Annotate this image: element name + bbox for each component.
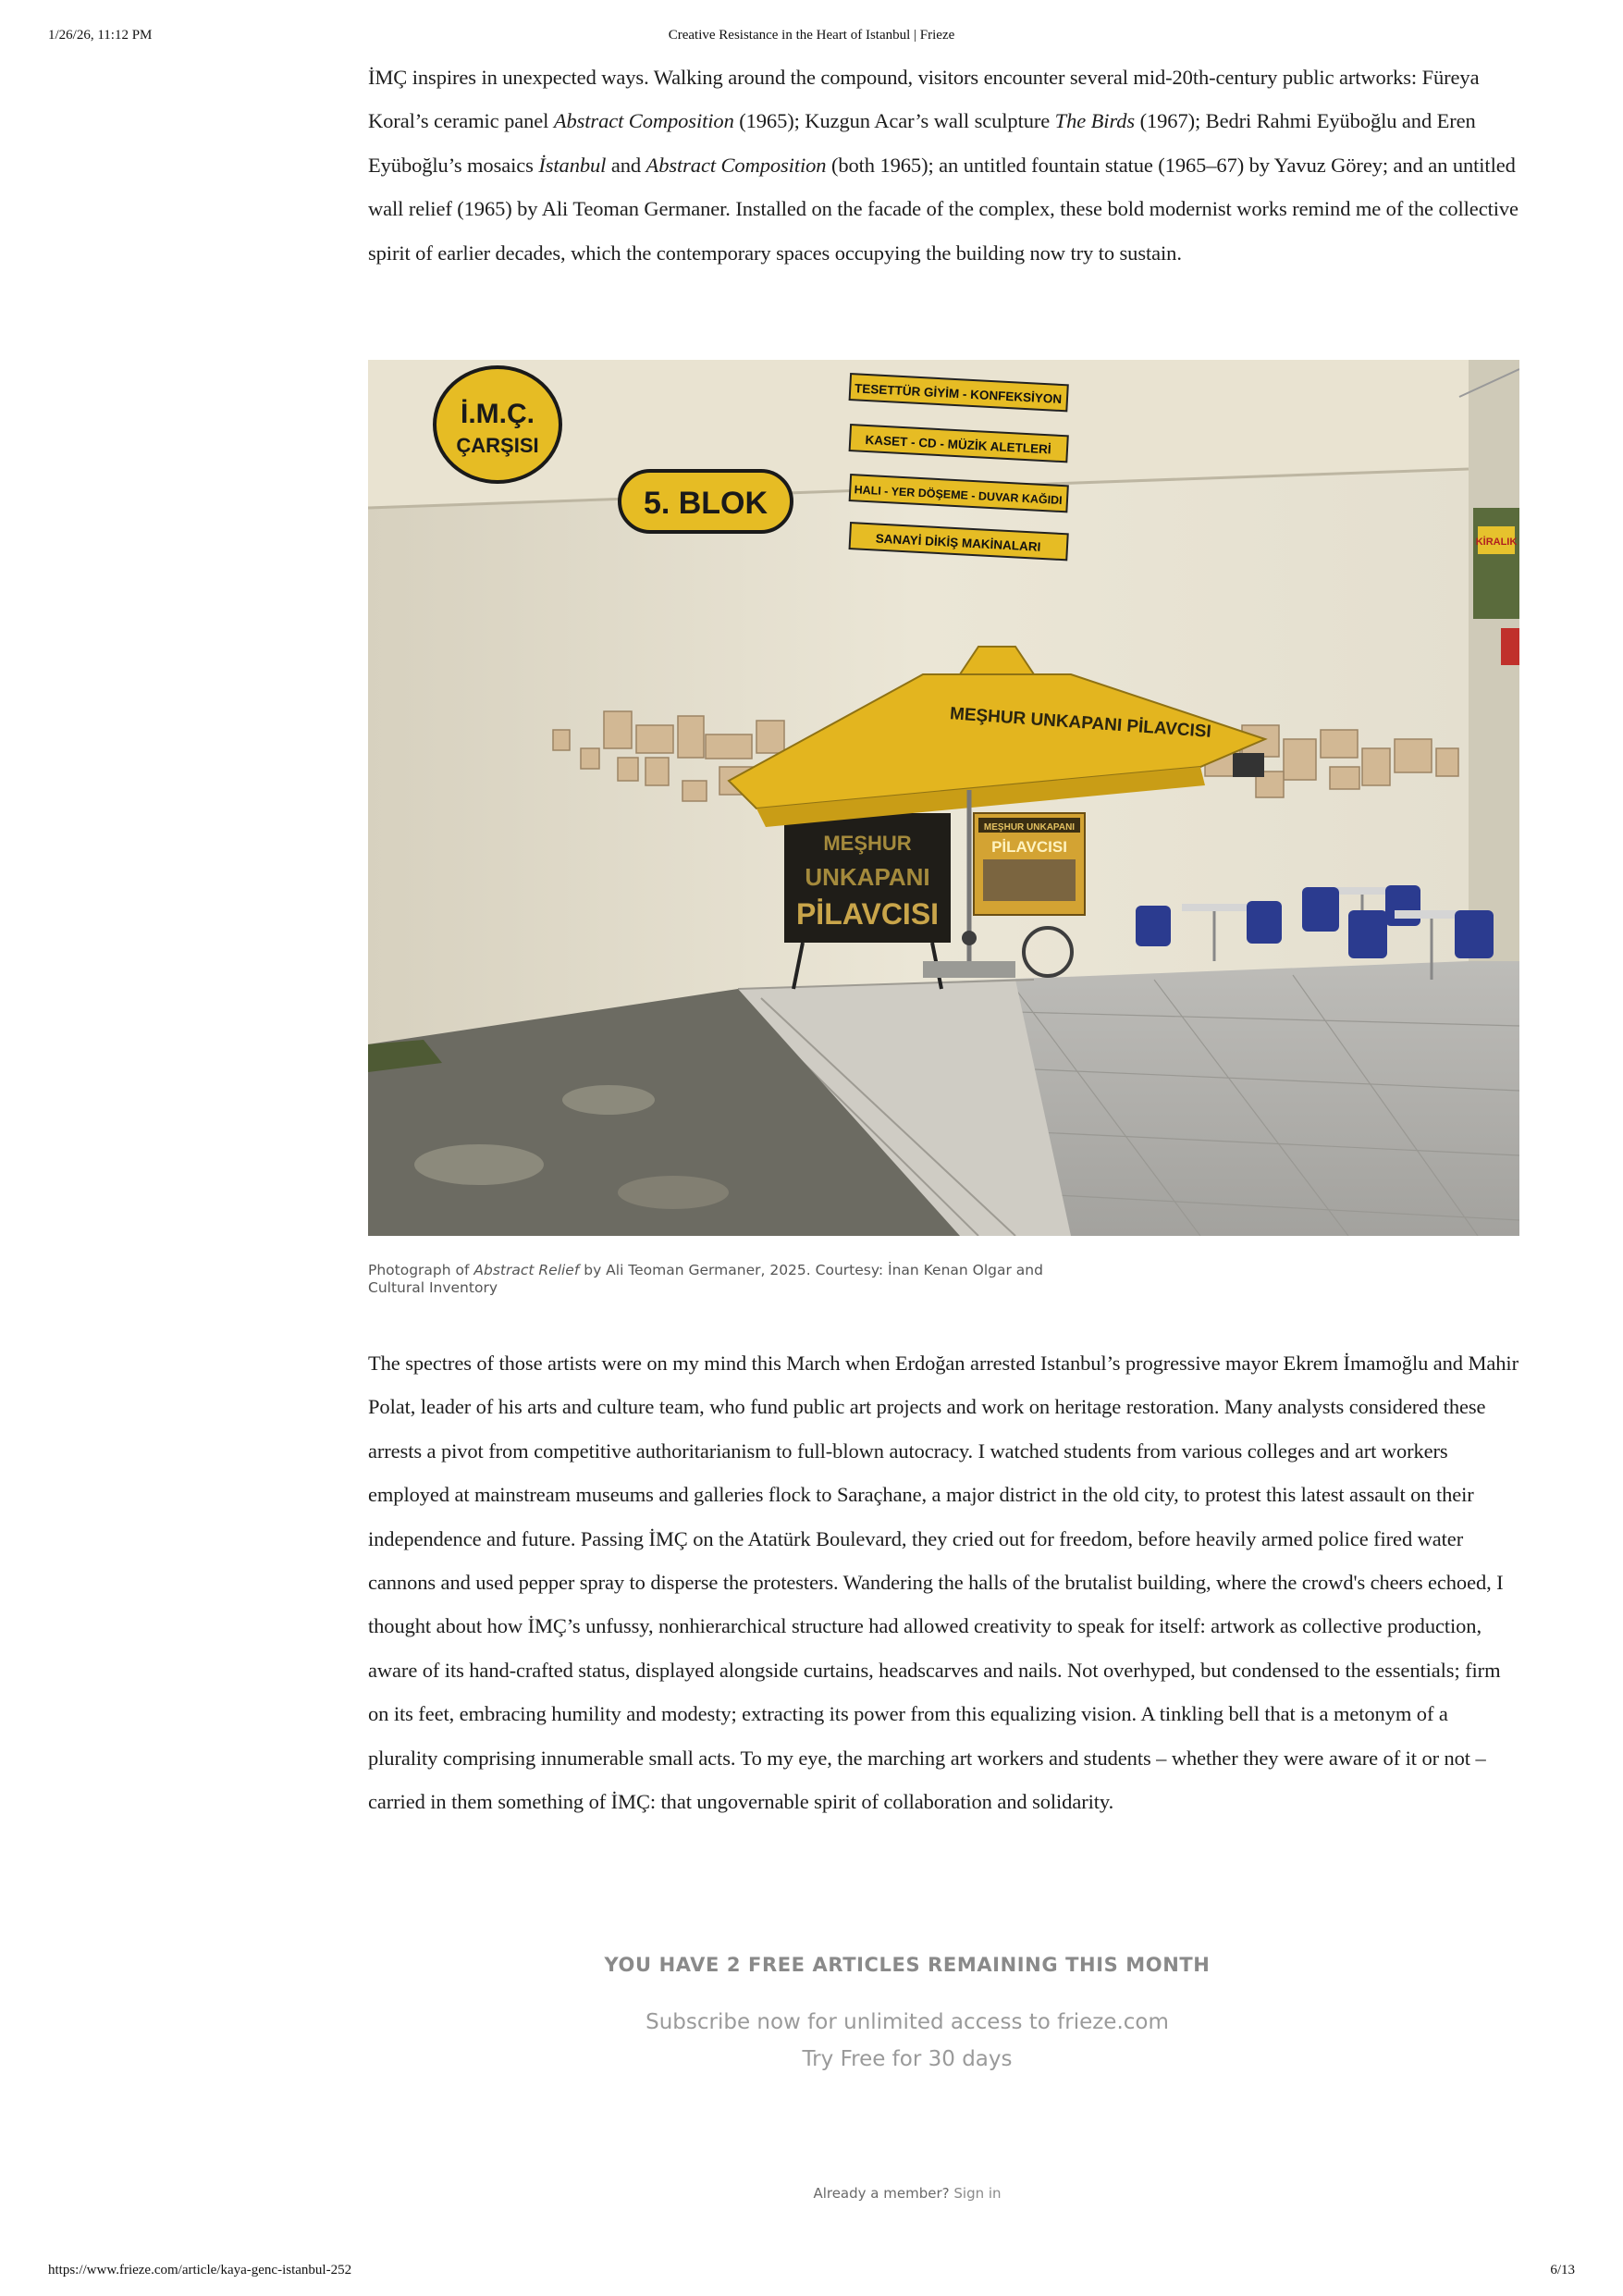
caption-artwork-title: Abstract Relief — [473, 1262, 580, 1278]
umbrella-base — [923, 961, 1015, 978]
shop-sign: KİRALIK — [1475, 537, 1518, 548]
umbrella-text: MEŞHUR UNKAPANI PİLAVCISI — [949, 704, 1212, 742]
free-trial-link[interactable]: Try Free for 30 days — [802, 2047, 1013, 2071]
puddle — [562, 1085, 655, 1115]
paragraph-text: İMÇ inspires in unexpected ways. Walking around the compound, visitors encounter several mid-20th-century public artworks: Füreya Koral’s ceramic panel — [368, 66, 1480, 133]
plaque-text: HALI - YER DÖŞEME - DUVAR KAĞIDI — [854, 483, 1063, 508]
print-page-number: 6/13 — [1550, 2263, 1575, 2277]
paragraph-text: and — [606, 153, 646, 177]
sign-in-link[interactable]: Sign in — [953, 2185, 1002, 2202]
board-text-3: PİLAVCISI — [795, 897, 940, 931]
paywall-heading: YOU HAVE 2 FREE ARTICLES REMAINING THIS MONTH — [604, 1954, 1211, 1976]
photo-caption — [368, 1262, 1071, 1297]
cart-name-text: PİLAVCISI — [991, 838, 1067, 856]
artwork-title: Abstract Composition — [553, 109, 734, 133]
print-header — [48, 28, 1575, 46]
print-page-title: Creative Resistance in the Heart of Istanbul | Frieze — [668, 28, 955, 43]
imc-logo-subtext: ÇARŞISI — [456, 434, 539, 457]
photo-illustration — [368, 360, 1519, 1236]
flood-light — [1233, 753, 1264, 777]
member-signin-prompt — [368, 2185, 1446, 2202]
caption-credit: by Ali Teoman Germaner, 2025. Courtesy: İnan Kenan Olgar and Cultural Inventory — [368, 1262, 1043, 1296]
member-prompt-text: Already a member? — [813, 2185, 950, 2202]
puddle — [618, 1176, 729, 1209]
caption-text: Photograph of — [368, 1262, 474, 1278]
puddle — [414, 1144, 544, 1185]
red-sign — [1501, 628, 1519, 665]
imc-logo-text: İ.M.Ç. — [461, 399, 535, 429]
cart-window — [983, 859, 1076, 901]
paragraph-text: (1967); Bedri Rahmi Eyüboğlu and Eren Eyüboğlu’s mosaics — [368, 109, 1476, 177]
print-footer — [48, 2263, 1575, 2281]
artwork-title: Abstract Composition — [646, 153, 827, 177]
subscribe-link[interactable]: Subscribe now for unlimited access to frieze.com — [646, 2010, 1169, 2034]
paragraph-text: (1965); Kuzgun Acar’s wall sculpture — [733, 109, 1055, 133]
plaque-text: TESETTÜR GİYİM - KONFEKSİYON — [854, 381, 1063, 407]
article-paragraph-2: The spectres of those artists were on my mind this March when Erdoğan arrested Istanbul’s progressive mayor Ekrem İmamoğlu and Mahir Polat, leader of his arts and culture team, who fund public art projects and work on heritage restoration. Many analysts considered these arrests a pivot from competitive authoritarianism to full-blown autocracy. I watched students from various colleges and art workers employed at mainstream museums and galleries flock to Saraçhane, a major district in the old city, to protest this latest assault on their independence and future. Passing İMÇ on the Atatürk Boulevard, they cried out for freedom, before heavily armed police fired water cannons and used pepper spray to disperse the protesters. Wandering the halls of the brutalist building, where the crowd's cheers echoed, I thought about how İMÇ’s unfussy, nonhierarchical structure had allowed creativity to speak for itself: artwork as collective production, aware of its hand-crafted status, displayed alongside curtains, headscarves and nails. Not overhyped, but condensed to the essentials; firm on its feet, embracing humility and modesty; extracting its power from this equalizing vision. A tinkling bell that is a metonym of a plurality comprising innumerable small acts. To my eye, the marching art workers and students – whether they were aware of it or not – carried in them something of İMÇ: that ungovernable spirit of collaboration and solidarity. — [368, 1352, 1518, 1814]
block-sign-text: 5. BLOK — [643, 486, 768, 521]
board-text-2: UNKAPANI — [805, 863, 930, 891]
cart-top-text: MEŞHUR UNKAPANI — [983, 822, 1076, 833]
artwork-title: İstanbul — [538, 153, 607, 177]
print-url: https://www.frieze.com/article/kaya-genc-istanbul-252 — [48, 2263, 352, 2277]
artwork-title: The Birds — [1054, 109, 1136, 133]
paragraph-text: (both 1965); an untitled fountain statue (1965–67) by Yavuz Görey; and an untitled wall relief (1965) by Ali Teoman Germaner. Installed on the facade of the complex, these bold modernist works remind me of the collective spirit of earlier decades, which the contemporary spaces occupying the building now try to sustain. — [368, 153, 1518, 265]
plaque-text: SANAYİ DİKİŞ MAKİNALARI — [875, 531, 1041, 554]
cart-small-wheel — [962, 931, 977, 945]
article-photograph — [368, 360, 1519, 1236]
print-datetime: 1/26/26, 11:12 PM — [48, 28, 153, 43]
plaque-text: KASET - CD - MÜZİK ALETLERİ — [865, 432, 1051, 457]
shop-window — [1473, 508, 1519, 619]
board-text-1: MEŞHUR — [823, 832, 912, 855]
article-paragraph-1 — [368, 56, 1519, 275]
